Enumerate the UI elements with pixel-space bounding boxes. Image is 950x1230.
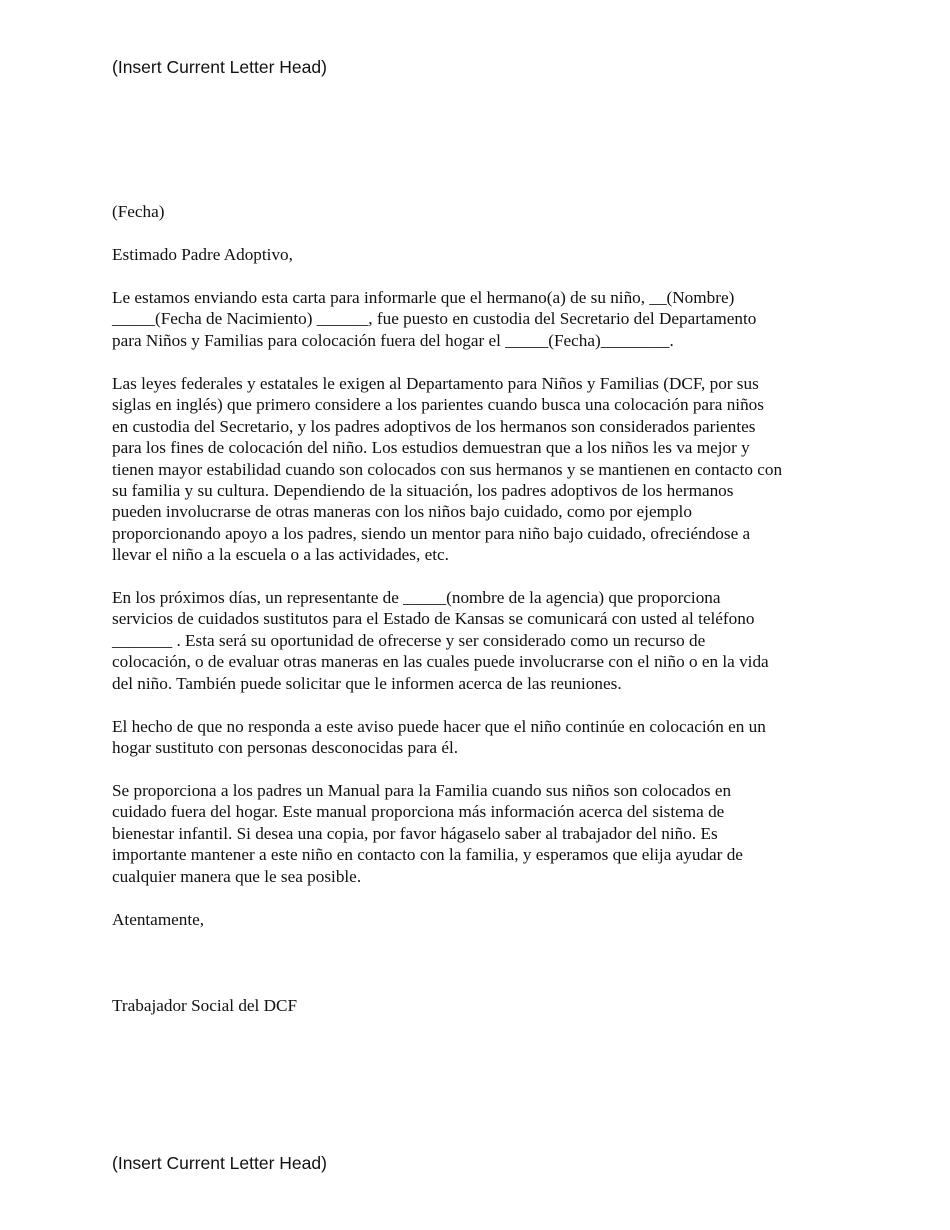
paragraph-line: del niño. También puede solicitar que le informen acerca de las reuniones. [112,673,622,693]
paragraph-line: cuidado fuera del hogar. Este manual proporciona más información acerca del sistema de [112,802,725,822]
paragraph-laws [112,373,852,566]
closing: Atentamente, [112,910,205,929]
paragraph-line: llevar el niño a la escuela o a las actividades, etc. [112,545,449,565]
paragraph-line: cualquier manera que le sea posible. [112,866,362,886]
paragraph-line: En los próximos días, un representante de _____(nombre de la agencia) que proporciona [112,588,721,607]
paragraph-line: colocación, o de evaluar otras maneras en las cuales puede involucrarse con el niño o en la vida [112,652,769,672]
paragraph-line: El hecho de que no responda a este aviso puede hacer que el niño continúe en colocación en un [112,717,766,736]
paragraph-line: _______ . Esta será su oportunidad de ofrecerse y ser considerado como un recurso de [112,630,706,650]
paragraph-line: para Niños y Familias para colocación fuera del hogar el _____(Fecha)________. [112,330,674,350]
paragraph-family-manual [112,780,852,887]
paragraph-line: en custodia del Secretario, y los padres adoptivos de los hermanos son considerados parientes [112,416,756,436]
paragraph-line: Se proporciona a los padres un Manual para la Familia cuando sus niños son colocados en [112,781,732,800]
paragraph-line: proporcionando apoyo a los padres, siendo un mentor para niño bajo cuidado, ofreciéndose a [112,523,751,543]
paragraph-notification [112,287,852,351]
letterhead-bottom: (Insert Current Letter Head) [112,1153,327,1173]
paragraph-line: Le estamos enviando esta carta para informarle que el hermano(a) de su niño, __(Nombre) [112,288,735,307]
paragraph-line: su familia y su cultura. Dependiendo de la situación, los padres adoptivos de los hermanos [112,481,734,501]
paragraph-line: _____(Fecha de Nacimiento) ______, fue puesto en custodia del Secretario del Departamento [112,309,757,329]
paragraph-no-response [112,716,852,759]
paragraph-line: bienestar infantil. Si desea una copia, por favor hágaselo saber al trabajador del niño. Es [112,823,718,843]
paragraph-line: siglas en inglés) que primero considere a los parientes cuando busca una colocación para niños [112,395,764,415]
paragraph-line: para los fines de colocación del niño. Los estudios demuestran que a los niños les va mejor y [112,438,750,458]
salutation: Estimado Padre Adoptivo, [112,245,293,264]
paragraph-line: Las leyes federales y estatales le exigen al Departamento para Niños y Familias (DCF, por sus [112,374,759,393]
paragraph-line: tienen mayor estabilidad cuando son colocados con sus hermanos y se mantienen en contacto con [112,459,783,479]
date-placeholder: (Fecha) [112,202,165,221]
paragraph-line: importante mantener a este niño en contacto con la familia, y esperamos que elija ayudar de [112,845,743,865]
paragraph-line: pueden involucrarse de otras maneras con los niños bajo cuidado, como por ejemplo [112,502,692,522]
paragraph-line: hogar sustituto con personas desconocidas para él. [112,738,459,758]
paragraph-line: servicios de cuidados sustitutos para el Estado de Kansas se comunicará con usted al teléfono [112,609,755,629]
paragraph-agency-contact [112,587,852,694]
letterhead-top: (Insert Current Letter Head) [112,57,327,77]
signature: Trabajador Social del DCF [112,996,298,1015]
